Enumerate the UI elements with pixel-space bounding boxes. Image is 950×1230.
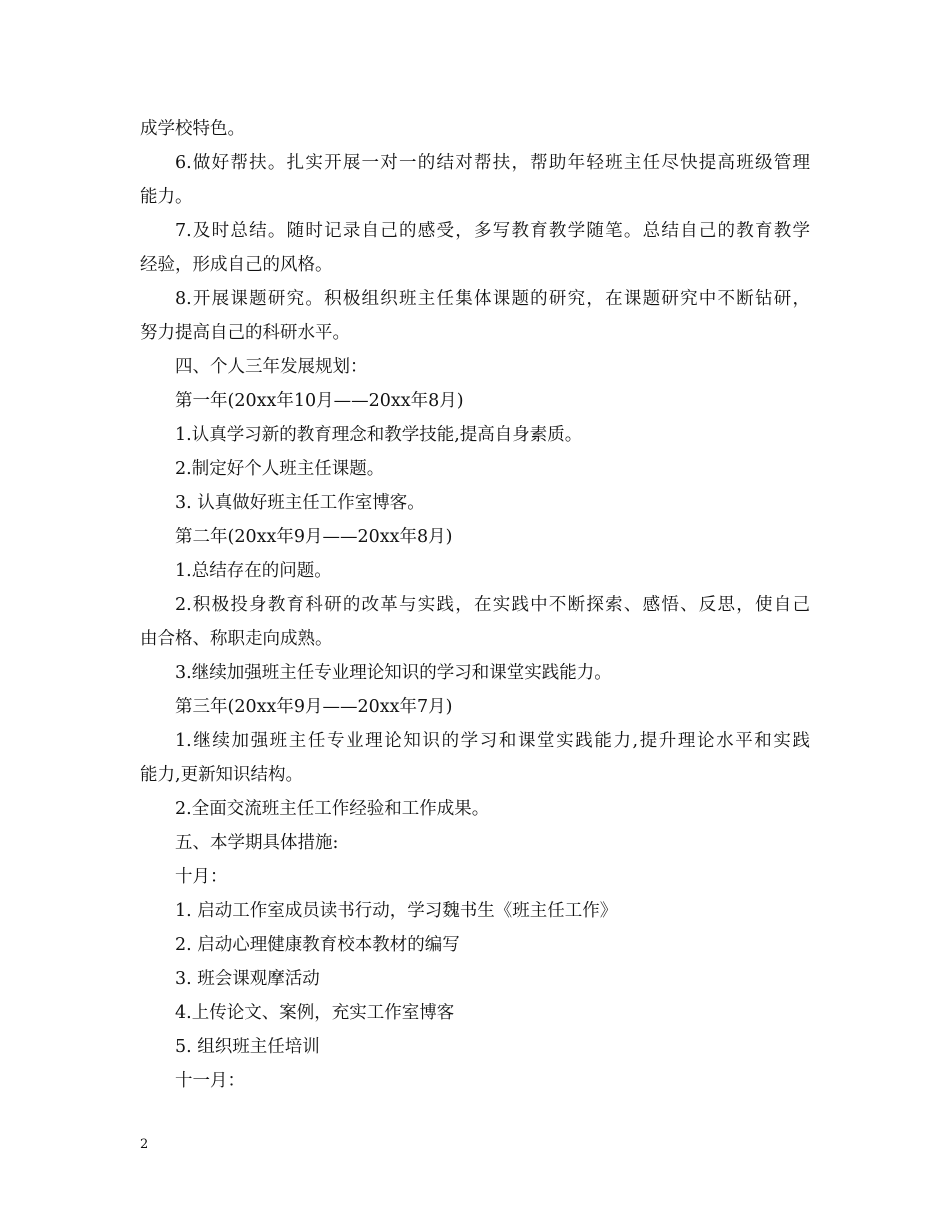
text-line: 3. 班会课观摩活动 xyxy=(175,969,320,989)
text-line: 1.继续加强班主任专业理论知识的学习和课堂实践能力,提升理论水平和实践 xyxy=(175,731,810,751)
page-number: 2 xyxy=(140,1137,149,1152)
text-line: 第二年(20xx年9月——20xx年8月) xyxy=(175,527,453,547)
text-line: 7.及时总结。随时记录自己的感受，多写教育教学随笔。总结自己的教育教学 xyxy=(175,221,810,241)
text-line: 1.认真学习新的教育理念和教学技能,提高自身素质。 xyxy=(175,425,583,445)
text-line: 十月： xyxy=(175,867,228,887)
text-line: 1. 启动工作室成员读书行动，学习魏书生《班主任工作》 xyxy=(175,901,618,921)
text-line: 第三年(20xx年9月——20xx年7月) xyxy=(175,697,453,717)
text-line: 能力。 xyxy=(140,187,193,207)
text-line: 2.积极投身教育科研的改革与实践，在实践中不断探索、感悟、反思，使自己 xyxy=(175,595,810,615)
text-line: 经验，形成自己的风格。 xyxy=(140,255,333,275)
text-line: 能力,更新知识结构。 xyxy=(140,765,304,785)
text-line: 成学校特色。 xyxy=(140,119,245,139)
text-line: 2. 启动心理健康教育校本教材的编写 xyxy=(175,935,460,955)
text-line: 十一月： xyxy=(175,1071,245,1091)
text-line: 四、个人三年发展规划： xyxy=(175,357,368,377)
text-line: 由合格、称职走向成熟。 xyxy=(140,629,333,649)
text-line: 2.全面交流班主任工作经验和工作成果。 xyxy=(175,799,490,819)
text-line: 第一年(20xx年10月——20xx年8月) xyxy=(175,391,464,411)
text-line: 5. 组织班主任培训 xyxy=(175,1037,320,1057)
text-line: 8.开展课题研究。积极组织班主任集体课题的研究，在课题研究中不断钻研， xyxy=(175,289,810,309)
text-line: 2.制定好个人班主任课题。 xyxy=(175,459,385,479)
text-line: 6.做好帮扶。扎实开展一对一的结对帮扶，帮助年轻班主任尽快提高班级管理 xyxy=(175,153,810,173)
document-body xyxy=(140,112,810,1098)
text-line: 3. 认真做好班主任工作室博客。 xyxy=(175,493,425,513)
text-line: 4.上传论文、案例，充实工作室博客 xyxy=(175,1003,455,1023)
text-line: 1.总结存在的问题。 xyxy=(175,561,332,581)
text-line: 努力提高自己的科研水平。 xyxy=(140,323,350,343)
text-line: 3.继续加强班主任专业理论知识的学习和课堂实践能力。 xyxy=(175,663,612,683)
text-line: 五、本学期具体措施: xyxy=(175,833,339,853)
